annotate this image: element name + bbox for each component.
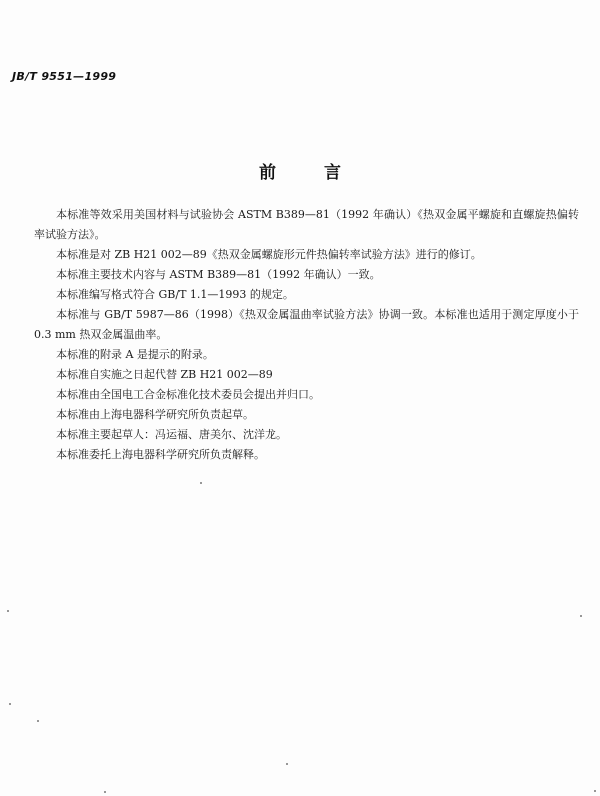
paragraph: 本标准编写格式符合 GB/T 1.1—1993 的规定。: [56, 288, 294, 301]
preface-body: [34, 205, 579, 465]
scan-speck: [594, 790, 596, 792]
scan-speck: [200, 482, 202, 484]
paragraph: 本标准由全国电工合金标准化技术委员会提出并归口。: [56, 388, 320, 401]
standard-code: JB/T 9551—1999: [12, 70, 117, 83]
paragraph: 本标准是对 ZB H21 002—89《热双金属螺旋形元件热偏转率试验方法》进行的修订。: [56, 248, 482, 261]
scan-speck: [580, 615, 582, 617]
scan-speck: [9, 703, 11, 705]
scan-speck: [37, 720, 39, 722]
page-title: 前言: [259, 163, 389, 183]
paragraph: 本标准主要技术内容与 ASTM B389—81（1992 年确认）一致。: [56, 268, 381, 281]
paragraph: 本标准的附录 A 是提示的附录。: [56, 348, 214, 361]
paragraph: 本标准委托上海电器科学研究所负责解释。: [56, 448, 265, 461]
paragraph: 本标准主要起草人：冯运福、唐美尔、沈洋龙。: [56, 428, 287, 441]
paragraph: 本标准自实施之日起代替 ZB H21 002—89: [56, 368, 273, 381]
scan-speck: [286, 763, 288, 765]
paragraph: 本标准由上海电器科学研究所负责起草。: [56, 408, 254, 421]
scan-speck: [7, 610, 9, 612]
scan-speck: [104, 791, 106, 793]
paragraph: 本标准等效采用美国材料与试验协会 ASTM B389—81（1992 年确认）《热双金属平螺旋和直螺旋热偏转率试验方法》。: [34, 208, 579, 241]
paragraph: 本标准与 GB/T 5987—86（1998）《热双金属温曲率试验方法》协调一致。本标准也适用于测定厚度小于 0.3 mm 热双金属温曲率。: [34, 308, 579, 341]
